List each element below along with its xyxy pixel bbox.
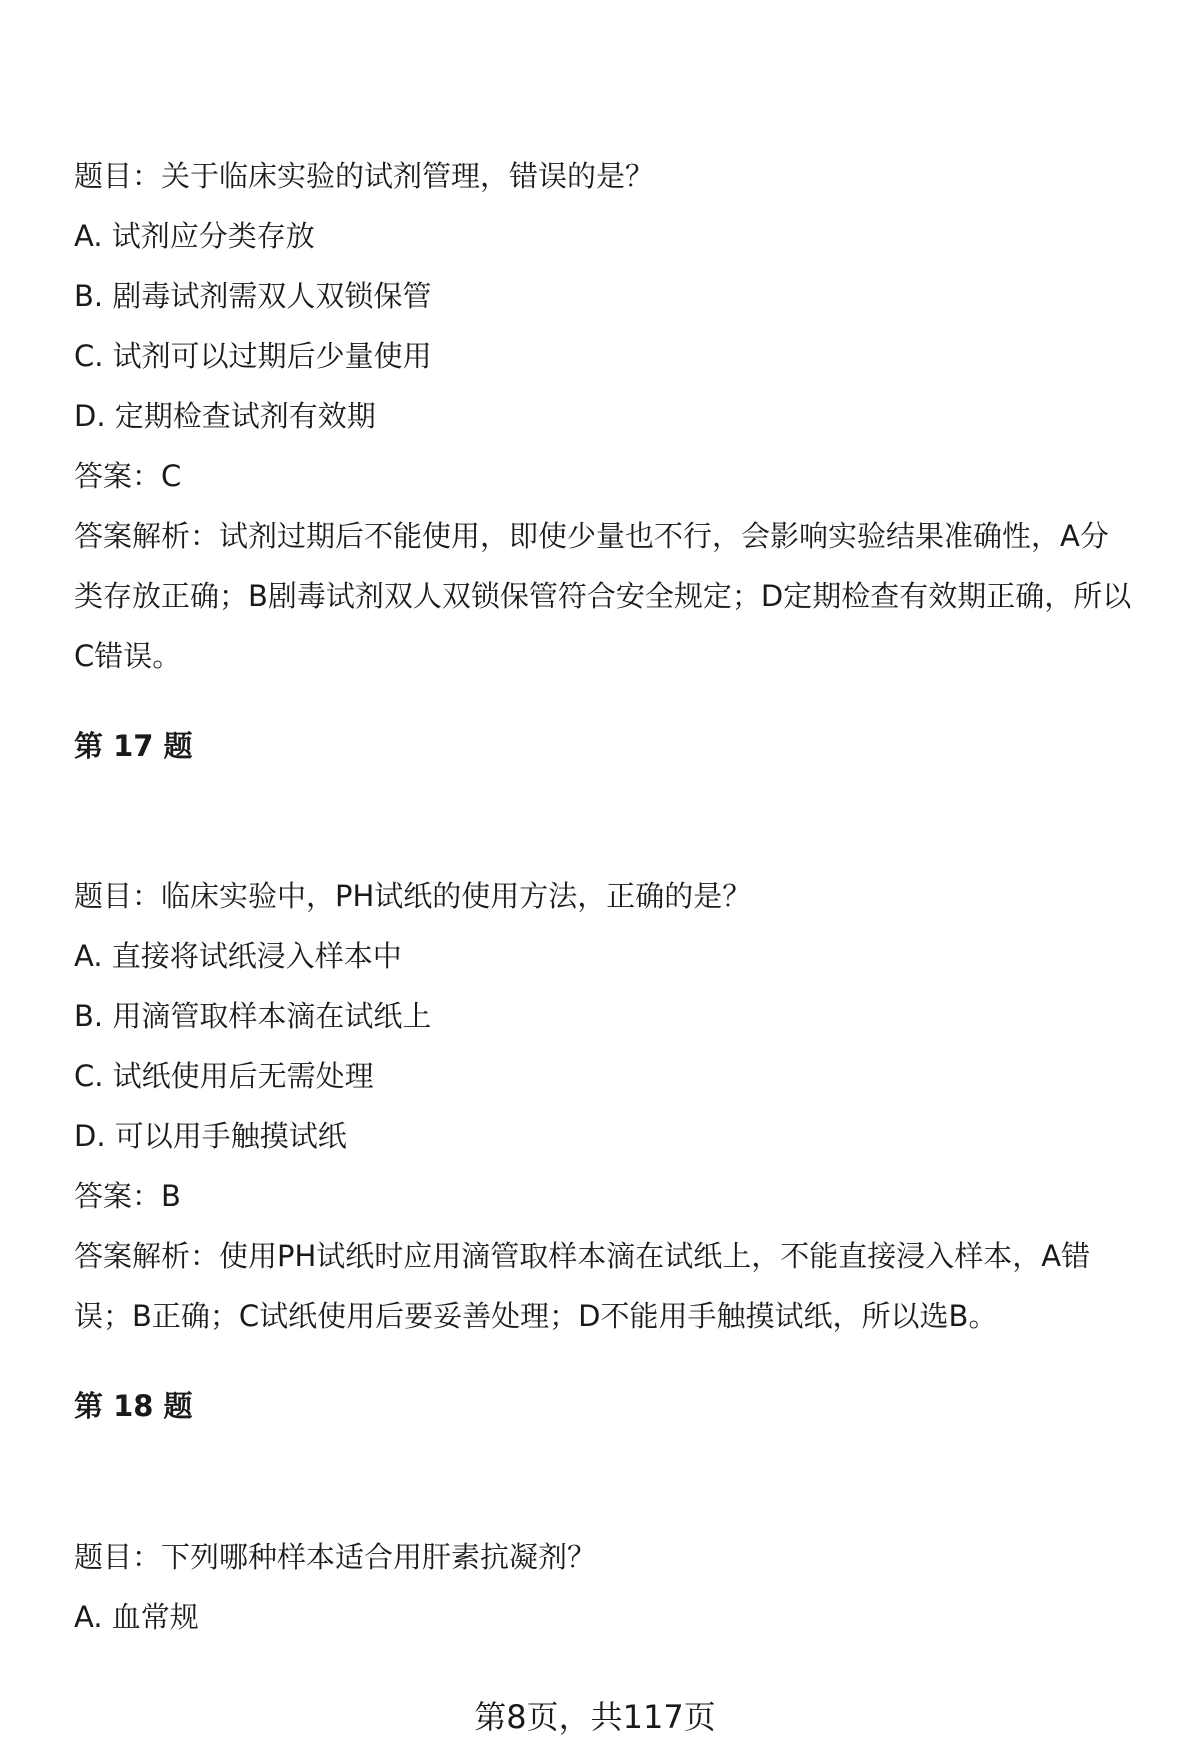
question-17-explanation-line-2: 误；B正确；C试纸使用后要妥善处理；D不能用手触摸试纸，所以选B。 (74, 1299, 998, 1333)
question-18-option-a: A. 血常规 (74, 1600, 199, 1634)
question-17-option-c: C. 试纸使用后无需处理 (74, 1059, 374, 1093)
question-17-text: 题目：临床实验中，PH试纸的使用方法，正确的是？ (74, 879, 752, 913)
question-16-option-d: D. 定期检查试剂有效期 (74, 399, 376, 433)
question-17-option-a: A. 直接将试纸浸入样本中 (74, 939, 402, 973)
question-17-option-b: B. 用滴管取样本滴在试纸上 (74, 999, 432, 1033)
question-16-explanation-line-3: C错误。 (74, 639, 182, 673)
question-16-explanation-line-1: 答案解析：试剂过期后不能使用，即使少量也不行，会影响实验结果准确性，A分 (74, 519, 1109, 553)
question-18-text: 题目：下列哪种样本适合用肝素抗凝剂？ (74, 1540, 597, 1574)
question-17-option-d: D. 可以用手触摸试纸 (74, 1119, 347, 1153)
question-17-answer: 答案：B (74, 1179, 181, 1213)
page-number-footer: 第8页，共117页 (474, 1698, 716, 1736)
question-16-answer: 答案：C (74, 459, 182, 493)
question-16-option-a: A. 试剂应分类存放 (74, 219, 315, 253)
question-16-option-c: C. 试剂可以过期后少量使用 (74, 339, 432, 373)
question-16-text: 题目：关于临床实验的试剂管理，错误的是？ (74, 159, 655, 193)
question-18-heading: 第 18 题 (74, 1389, 193, 1423)
question-17-explanation-line-1: 答案解析：使用PH试纸时应用滴管取样本滴在试纸上，不能直接浸入样本，A错 (74, 1239, 1091, 1273)
question-16-explanation-line-2: 类存放正确；B剧毒试剂双人双锁保管符合安全规定；D定期检查有效期正确，所以 (74, 579, 1132, 613)
question-17-heading: 第 17 题 (74, 729, 193, 763)
question-16-option-b: B. 剧毒试剂需双人双锁保管 (74, 279, 432, 313)
